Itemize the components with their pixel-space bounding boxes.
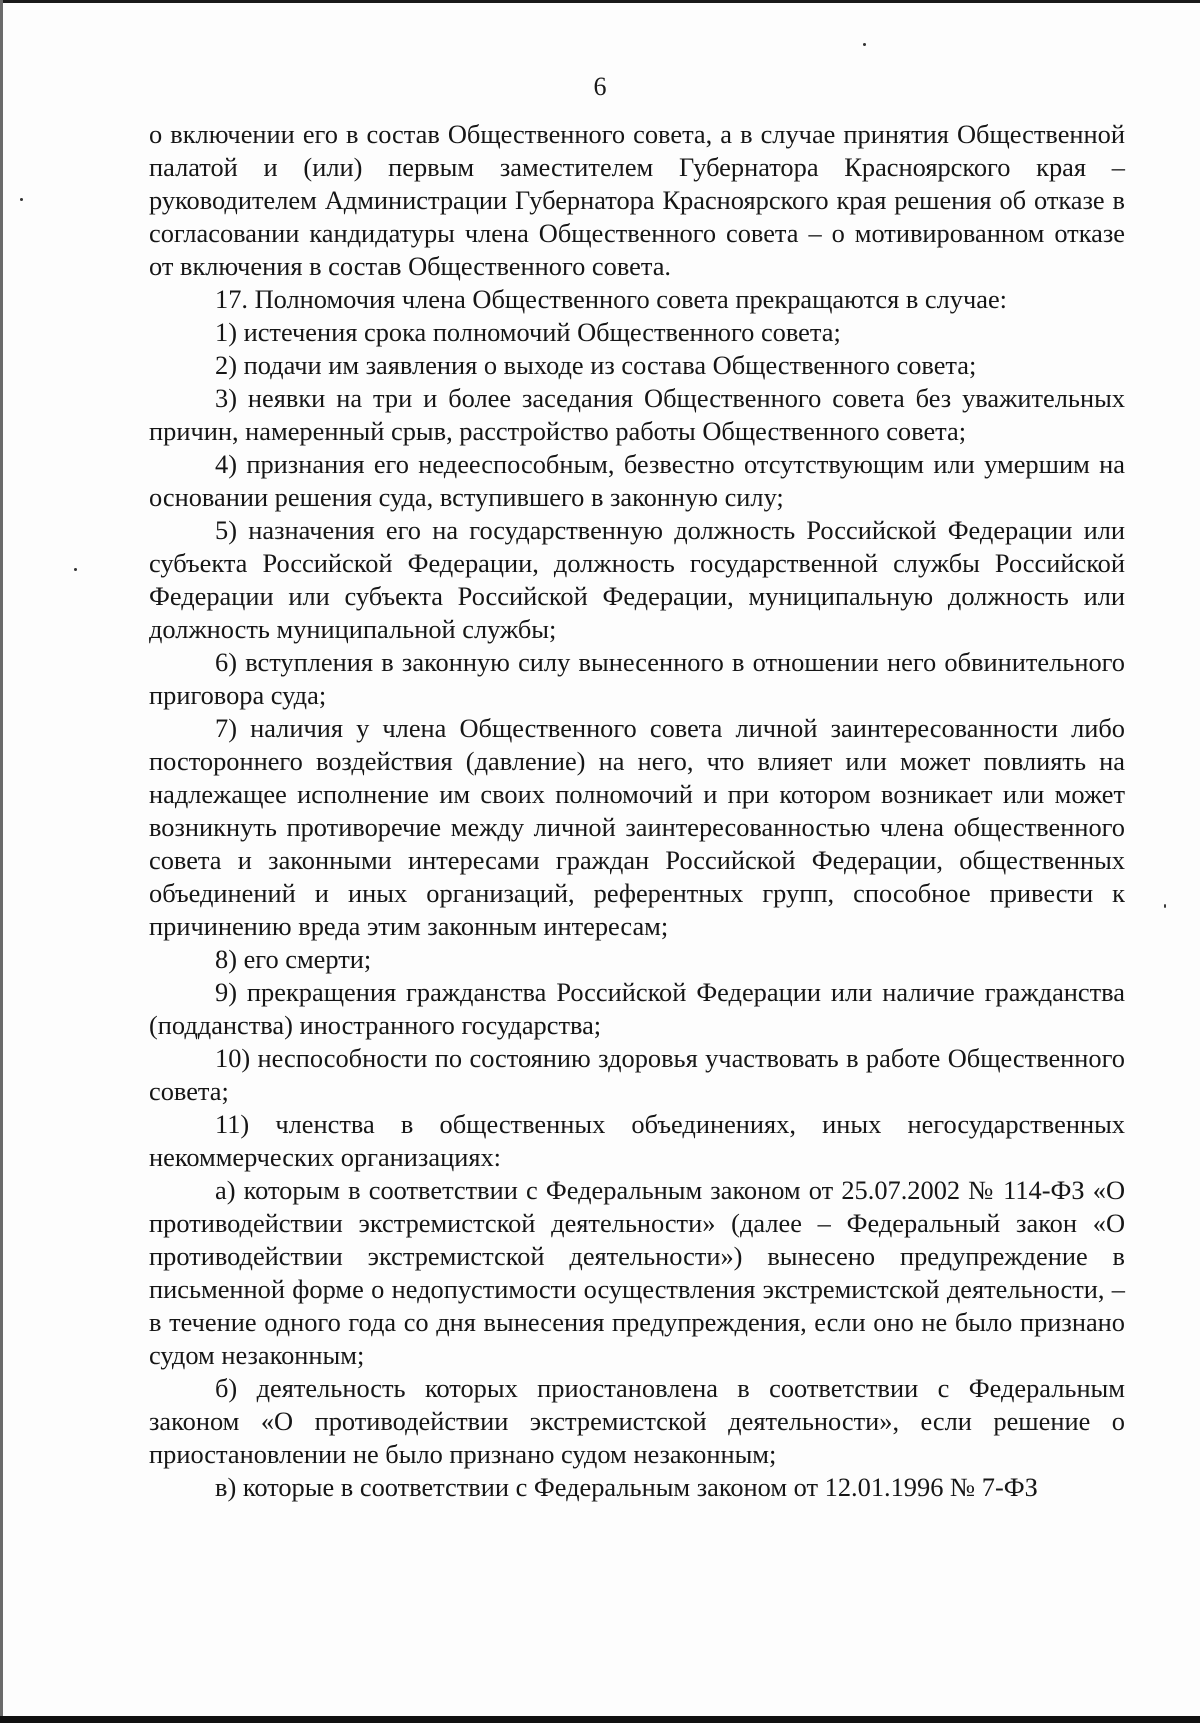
scan-border-bottom: [0, 1716, 1200, 1723]
paragraph: 1) истечения срока полномочий Общественного совета;: [215, 317, 841, 347]
paragraph: о включении его в состав Общественного совета, а в случае принятия Общественной палатой и (или) первым заместителем Губернатора Красноярского края – руководителем Администрации Губернатора Красноярского края решения об отказе в согласовании кандидатуры члена Общественного совета – о мотивированном отказе от включения в состав Общественного совета.: [149, 119, 1125, 281]
scan-speck: [74, 568, 77, 571]
paragraph: в) которые в соответствии с Федеральным законом от 12.01.1996 № 7-ФЗ: [215, 1472, 1038, 1502]
scan-speck: [863, 43, 866, 46]
paragraph: 3) неявки на три и более заседания Общественного совета без уважительных причин, намеренный срыв, расстройство работы Общественного совета;: [149, 383, 1125, 446]
paragraph: 17. Полномочия члена Общественного совета прекращаются в случае:: [215, 284, 1007, 314]
scan-speck: [1164, 904, 1166, 908]
paragraph: 7) наличия у члена Общественного совета личной заинтересованности либо постороннего воздействия (давление) на него, что влияет или может повлиять на надлежащее исполнение им своих полномочий и при котором возникает или может возникнуть противоречие между личной заинтересованностью члена общественного совета и законными интересами граждан Российской Федерации, общественных объединений и иных организаций, референтных групп, способное привести к причинению вреда этим законным интересам;: [149, 713, 1125, 941]
page-number: 6: [593, 72, 607, 101]
scan-speck: [20, 198, 23, 201]
paragraph: 9) прекращения гражданства Российской Федерации или наличие гражданства (подданства) иностранного государства;: [149, 977, 1125, 1040]
paragraph: 6) вступления в законную силу вынесенного в отношении него обвинительного приговора суда;: [149, 647, 1125, 710]
document-body: [149, 118, 1125, 1504]
scan-border-left: [0, 0, 3, 1723]
paragraph: 4) признания его недееспособным, безвестно отсутствующим или умершим на основании решения суда, вступившего в законную силу;: [149, 449, 1125, 512]
paragraph: б) деятельность которых приостановлена в соответствии с Федеральным законом «О противодействии экстремистской деятельности», если решение о приостановлении не было признано судом незаконным;: [149, 1373, 1125, 1469]
paragraph: 10) неспособности по состоянию здоровья участвовать в работе Общественного совета;: [149, 1043, 1125, 1106]
paragraph: 11) членства в общественных объединениях, иных негосударственных некоммерческих организациях:: [149, 1109, 1125, 1172]
paragraph: 5) назначения его на государственную должность Российской Федерации или субъекта Российской Федерации, должность государственной службы Российской Федерации или субъекта Российской Федерации, муниципальную должность или должность муниципальной службы;: [149, 515, 1125, 644]
scan-border-top: [0, 0, 1200, 3]
paragraph: 2) подачи им заявления о выходе из состава Общественного совета;: [215, 350, 977, 380]
paragraph: а) которым в соответствии с Федеральным законом от 25.07.2002 № 114-ФЗ «О противодействии экстремистской деятельности» (далее – Федеральный закон «О противодействии экстремистской деятельности») вынесено предупреждение в письменной форме о недопустимости осуществления экстремистской деятельности, – в течение одного года со дня вынесения предупреждения, если оно не было признано судом незаконным;: [149, 1175, 1125, 1370]
paragraph: 8) его смерти;: [215, 944, 372, 974]
